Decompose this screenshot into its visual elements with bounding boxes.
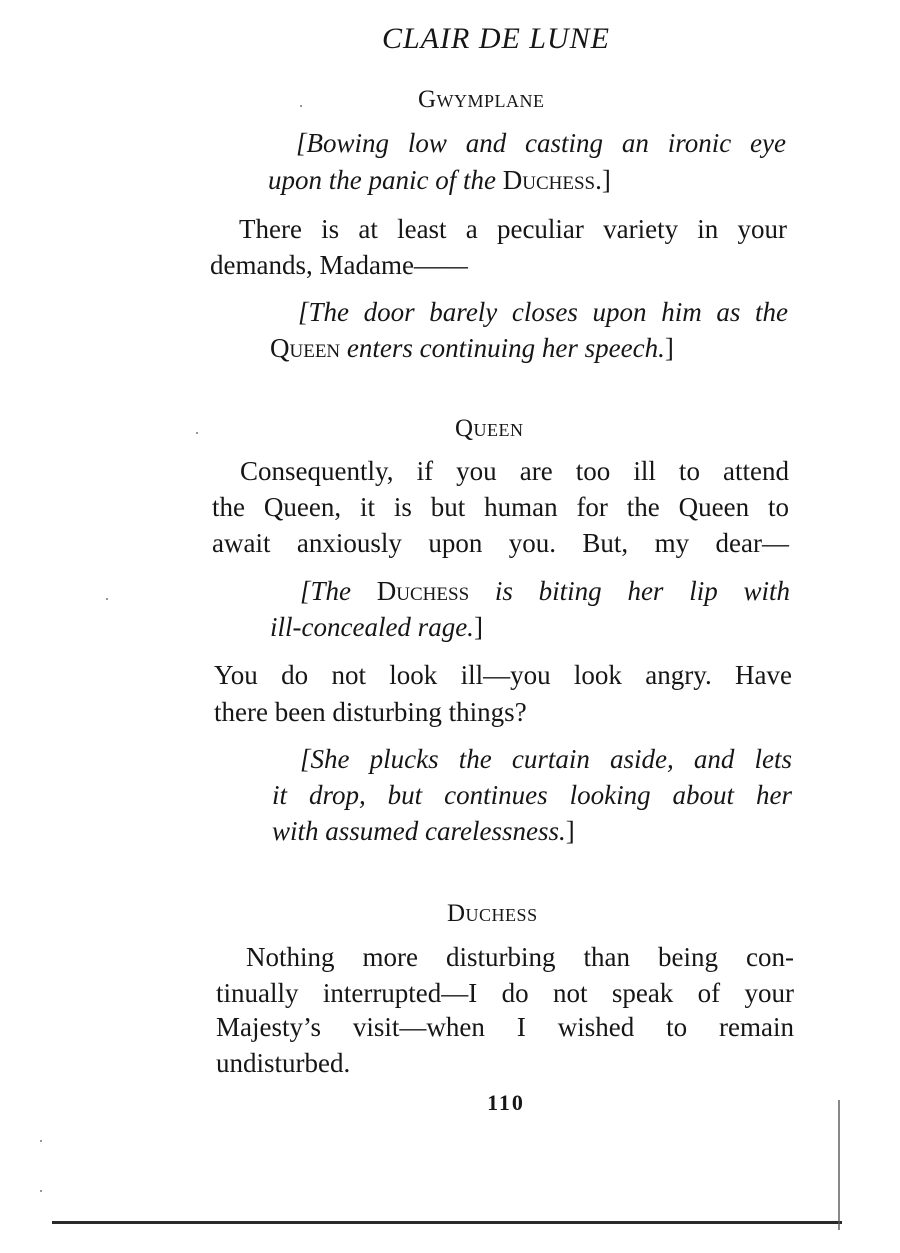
text-span: ]: [565, 816, 575, 846]
stage-direction-line: [She plucks the curtain aside, and lets: [300, 744, 792, 774]
text-span: [The: [300, 576, 377, 606]
speech-line: Consequently, if you are too ill to attend: [240, 456, 789, 486]
running-head: CLAIR DE LUNE: [381, 22, 610, 55]
scan-speck: [40, 1140, 42, 1142]
stage-direction-line: [270, 335, 674, 362]
stage-direction-line: [272, 818, 575, 845]
text-span: with assumed carelessness.: [272, 816, 566, 846]
speech-line: the Queen, it is but human for the Queen to: [212, 492, 789, 522]
page-right-edge: [838, 1100, 840, 1230]
stage-direction-line: [300, 578, 790, 605]
stage-direction-line: [Bowing low and casting an ironic eye: [296, 128, 786, 158]
speaker-queen: Queen: [455, 415, 524, 442]
text-span: enters continuing her speech.: [340, 333, 665, 363]
text-span: upon the panic of the: [268, 165, 503, 195]
scan-speck: [40, 1190, 42, 1192]
scan-speck: [196, 432, 198, 434]
text-span: .]: [595, 165, 611, 195]
character-name: Duchess: [376, 576, 470, 606]
text-span: ]: [664, 333, 674, 363]
stage-direction-line: [The door barely closes upon him as the: [298, 297, 788, 327]
character-name: Duchess: [502, 165, 596, 195]
page-number: 110: [487, 1090, 525, 1115]
speech-line: undisturbed.: [216, 1048, 351, 1078]
character-name: Queen: [270, 333, 341, 363]
scan-speck: [106, 598, 108, 600]
speaker-duchess: Duchess: [447, 900, 538, 927]
speaker-gwymplane: Gwymplane: [418, 86, 545, 113]
stage-direction-line: [268, 167, 611, 194]
speech-line: await anxiously upon you. But, my dear—: [212, 528, 789, 558]
speech-line: You do not look ill—you look angry. Have: [214, 660, 792, 690]
stage-direction-line: it drop, but continues looking about her: [272, 780, 792, 810]
speech-line: demands, Madame——: [210, 250, 468, 280]
text-span: ]: [473, 612, 483, 642]
speech-line: Majesty’s visit—when I wished to remain: [216, 1012, 794, 1042]
speech-line: tinually interrupted—I do not speak of your: [216, 978, 794, 1008]
text-span: ill-concealed rage.: [270, 612, 474, 642]
speech-line: There is at least a peculiar variety in your: [239, 214, 787, 244]
speech-line: there been disturbing things?: [214, 697, 527, 727]
stage-direction-line: [270, 614, 483, 641]
scan-speck: [300, 105, 302, 107]
page-bottom-edge: [52, 1221, 842, 1224]
speech-line: Nothing more disturbing than being con-: [246, 942, 794, 972]
text-span: is biting her lip with: [469, 576, 790, 606]
